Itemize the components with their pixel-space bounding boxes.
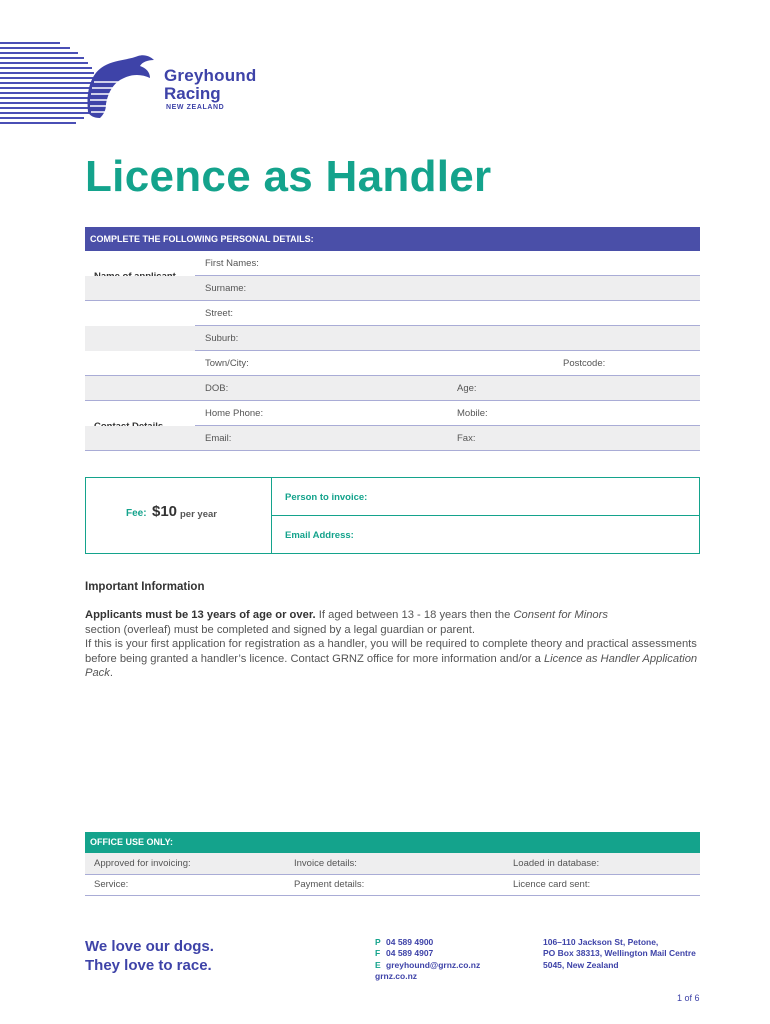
- fax-key: F: [375, 948, 381, 959]
- fee-box: [85, 477, 700, 554]
- office-row-1: [85, 853, 700, 874]
- first-names-field[interactable]: First Names:: [205, 258, 259, 269]
- phone-row[interactable]: [85, 401, 700, 426]
- important-info-body: [85, 608, 705, 681]
- fax-number: 04 589 4907: [386, 948, 434, 959]
- footer-address: [543, 937, 696, 971]
- address-line-3: 5045, New Zealand: [543, 959, 619, 970]
- postcode-field[interactable]: Postcode:: [563, 358, 606, 369]
- licence-card-sent-field[interactable]: Licence card sent:: [513, 879, 591, 890]
- street-row[interactable]: [85, 301, 700, 326]
- first-names-row[interactable]: [85, 251, 700, 276]
- divider: [85, 300, 700, 301]
- age-field[interactable]: Age:: [457, 383, 477, 394]
- email-link[interactable]: greyhound@grnz.co.nz: [386, 959, 481, 970]
- tagline-line-1: We love our dogs.: [85, 938, 214, 955]
- fee-amount: $10: [152, 503, 178, 520]
- surname-field[interactable]: Surname:: [205, 283, 247, 294]
- fax-field[interactable]: Fax:: [457, 433, 476, 444]
- office-use-header: OFFICE USE ONLY:: [85, 832, 700, 853]
- personal-details-header: COMPLETE THE FOLLOWING PERSONAL DETAILS:: [85, 227, 700, 251]
- payment-details-field[interactable]: Payment details:: [294, 879, 365, 890]
- divider: [85, 400, 700, 401]
- greyhound-logo-icon: [80, 52, 170, 126]
- divider: [195, 275, 700, 276]
- logo-text-greyhound: Greyhound: [164, 66, 257, 85]
- dob-field[interactable]: DOB:: [205, 383, 229, 394]
- divider: [195, 350, 700, 351]
- info-italic: Consent for Minors: [513, 609, 608, 621]
- info-italic: Licence as Handler Application Pack: [85, 652, 698, 680]
- town-row[interactable]: [85, 351, 700, 376]
- divider: [195, 325, 700, 326]
- address-line-1: 106–110 Jackson St, Petone,: [543, 937, 659, 947]
- phone-key: P: [375, 937, 381, 947]
- page-number: 1 of 6: [677, 993, 700, 1003]
- service-field[interactable]: Service:: [94, 879, 129, 890]
- divider: [195, 425, 700, 426]
- footer-tagline: [85, 937, 214, 975]
- divider: [271, 515, 699, 516]
- loaded-in-database-field[interactable]: Loaded in database:: [513, 858, 600, 869]
- approved-for-invoicing-field[interactable]: Approved for invoicing:: [94, 858, 191, 869]
- suburb-row[interactable]: [85, 326, 700, 351]
- email-key: E: [375, 959, 381, 970]
- info-paragraph-1: [85, 608, 705, 623]
- fee-label: Fee:: [126, 508, 147, 519]
- divider: [85, 895, 700, 896]
- address-line-2: PO Box 38313, Wellington Mail Centre: [543, 948, 696, 959]
- surname-row[interactable]: [85, 276, 700, 301]
- personal-details-table: [85, 227, 700, 451]
- tagline-line-2: They love to race.: [85, 957, 212, 974]
- info-paragraph-3: [85, 637, 705, 681]
- info-paragraph-2: section (overleaf) must be completed and signed by a legal guardian or parent.: [85, 623, 475, 636]
- email-field[interactable]: Email:: [205, 433, 232, 444]
- email-line: [375, 960, 480, 971]
- home-phone-field[interactable]: Home Phone:: [205, 408, 264, 419]
- street-field[interactable]: Street:: [205, 308, 233, 319]
- important-info-heading: Important Information: [85, 581, 205, 593]
- office-row-2: [85, 874, 700, 895]
- person-to-invoice-field[interactable]: Person to invoice:: [285, 492, 368, 503]
- mobile-field[interactable]: Mobile:: [457, 408, 488, 419]
- fee-unit: per year: [180, 509, 217, 520]
- email-row[interactable]: [85, 426, 700, 451]
- logo-text-racing: Racing: [164, 84, 221, 103]
- website-link[interactable]: grnz.co.nz: [375, 971, 418, 982]
- phone-line: [375, 937, 480, 948]
- footer-contact: [375, 937, 480, 983]
- office-use-table: [85, 832, 700, 895]
- divider: [85, 450, 700, 451]
- info-bold-lead: Applicants must be 13 years of age or over.: [85, 609, 316, 621]
- logo-text-new-zealand: NEW ZEALAND: [166, 104, 225, 111]
- divider: [85, 375, 700, 376]
- dob-row[interactable]: [85, 376, 700, 401]
- phone-number[interactable]: 04 589 4900: [386, 937, 434, 947]
- town-city-field[interactable]: Town/City:: [205, 358, 249, 369]
- fax-line: [375, 948, 480, 959]
- divider: [85, 874, 700, 875]
- page-title: Licence as Handler: [85, 152, 492, 201]
- info-text: If this is your first application for registration as a handler, you will be required to complete theory and practical assessments before being granted a handler’s licence. Contact GRNZ office for more information and/or a: [85, 638, 697, 665]
- suburb-field[interactable]: Suburb:: [205, 333, 239, 344]
- info-text: If aged between 13 - 18 years then the: [315, 609, 514, 621]
- info-text: .: [109, 667, 113, 680]
- invoice-details-field[interactable]: Invoice details:: [294, 858, 357, 869]
- email-address-field[interactable]: Email Address:: [285, 530, 354, 541]
